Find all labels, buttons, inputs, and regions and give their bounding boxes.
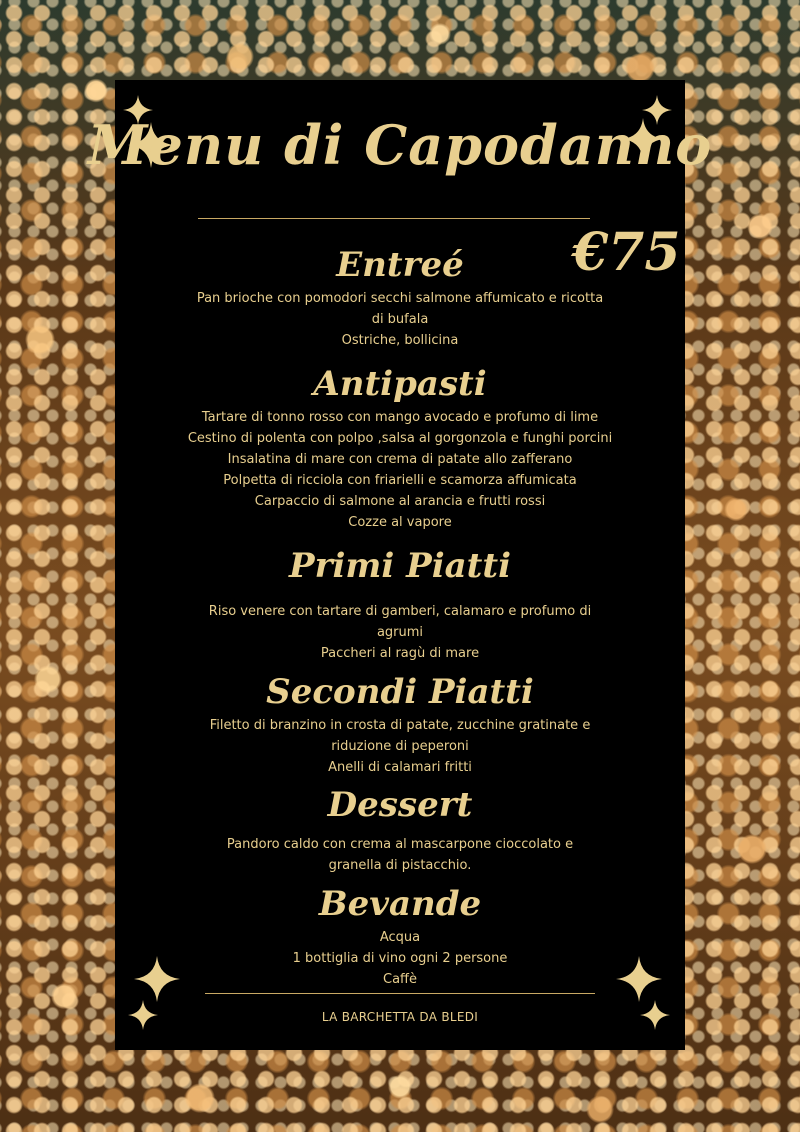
sparkle-icon [134, 956, 180, 1002]
menu-item: Filetto di branzino in crosta di patate, zucchine gratinate e [209, 718, 591, 733]
section-heading: Antipasti [313, 364, 487, 404]
section-dessert [175, 785, 625, 876]
menu-item: Acqua [379, 930, 421, 945]
section-heading: Secondi Piatti [266, 672, 534, 712]
footer-divider [205, 993, 595, 994]
section-primi-piatti [175, 546, 625, 664]
restaurant-name: LA BARCHETTA DA BLEDI [321, 1010, 479, 1024]
menu-item: Riso venere con tartare di gamberi, calamaro e profumo di [208, 604, 592, 619]
menu-item: Ostriche, bollicina [341, 333, 459, 348]
menu-item: Anelli di calamari fritti [328, 760, 472, 775]
menu-item: Polpetta di ricciola con friarielli e scamorza affumicata [223, 473, 577, 488]
menu-item: Cozze al vapore [348, 515, 452, 530]
menu-item: Caffè [383, 972, 417, 987]
menu-item: 1 bottiglia di vino ogni 2 persone [292, 951, 508, 966]
menu-item: Carpaccio di salmone al arancia e frutti rossi [254, 494, 546, 509]
section-heading: Bevande [318, 884, 482, 924]
menu-item: Cestino di polenta con polpo ,salsa al gorgonzola e funghi porcini [187, 431, 613, 446]
title-divider [198, 218, 590, 219]
section-secondi-piatti [175, 672, 625, 778]
section-entree [175, 245, 625, 351]
menu-price: €75 [572, 222, 681, 283]
menu-item: Pan brioche con pomodori secchi salmone affumicato e ricotta [196, 291, 604, 306]
menu-item: Pandoro caldo con crema al mascarpone cioccolato e [226, 837, 574, 852]
menu-item: di bufala [371, 312, 429, 327]
menu-item: Tartare di tonno rosso con mango avocado e profumo di lime [201, 410, 599, 425]
menu-item: granella di pistacchio. [328, 858, 472, 873]
section-heading: Primi Piatti [289, 546, 511, 586]
section-antipasti [175, 364, 625, 533]
menu-item: agrumi [376, 625, 424, 640]
menu-title: Menu di Capodanno [87, 113, 713, 177]
section-heading: Entreé [336, 245, 464, 285]
menu-item: riduzione di peperoni [331, 739, 469, 754]
section-bevande [175, 884, 625, 990]
menu-item: Insalatina di mare con crema di patate allo zafferano [227, 452, 573, 467]
section-heading: Dessert [327, 785, 473, 825]
menu-item: Paccheri al ragù di mare [320, 646, 480, 661]
